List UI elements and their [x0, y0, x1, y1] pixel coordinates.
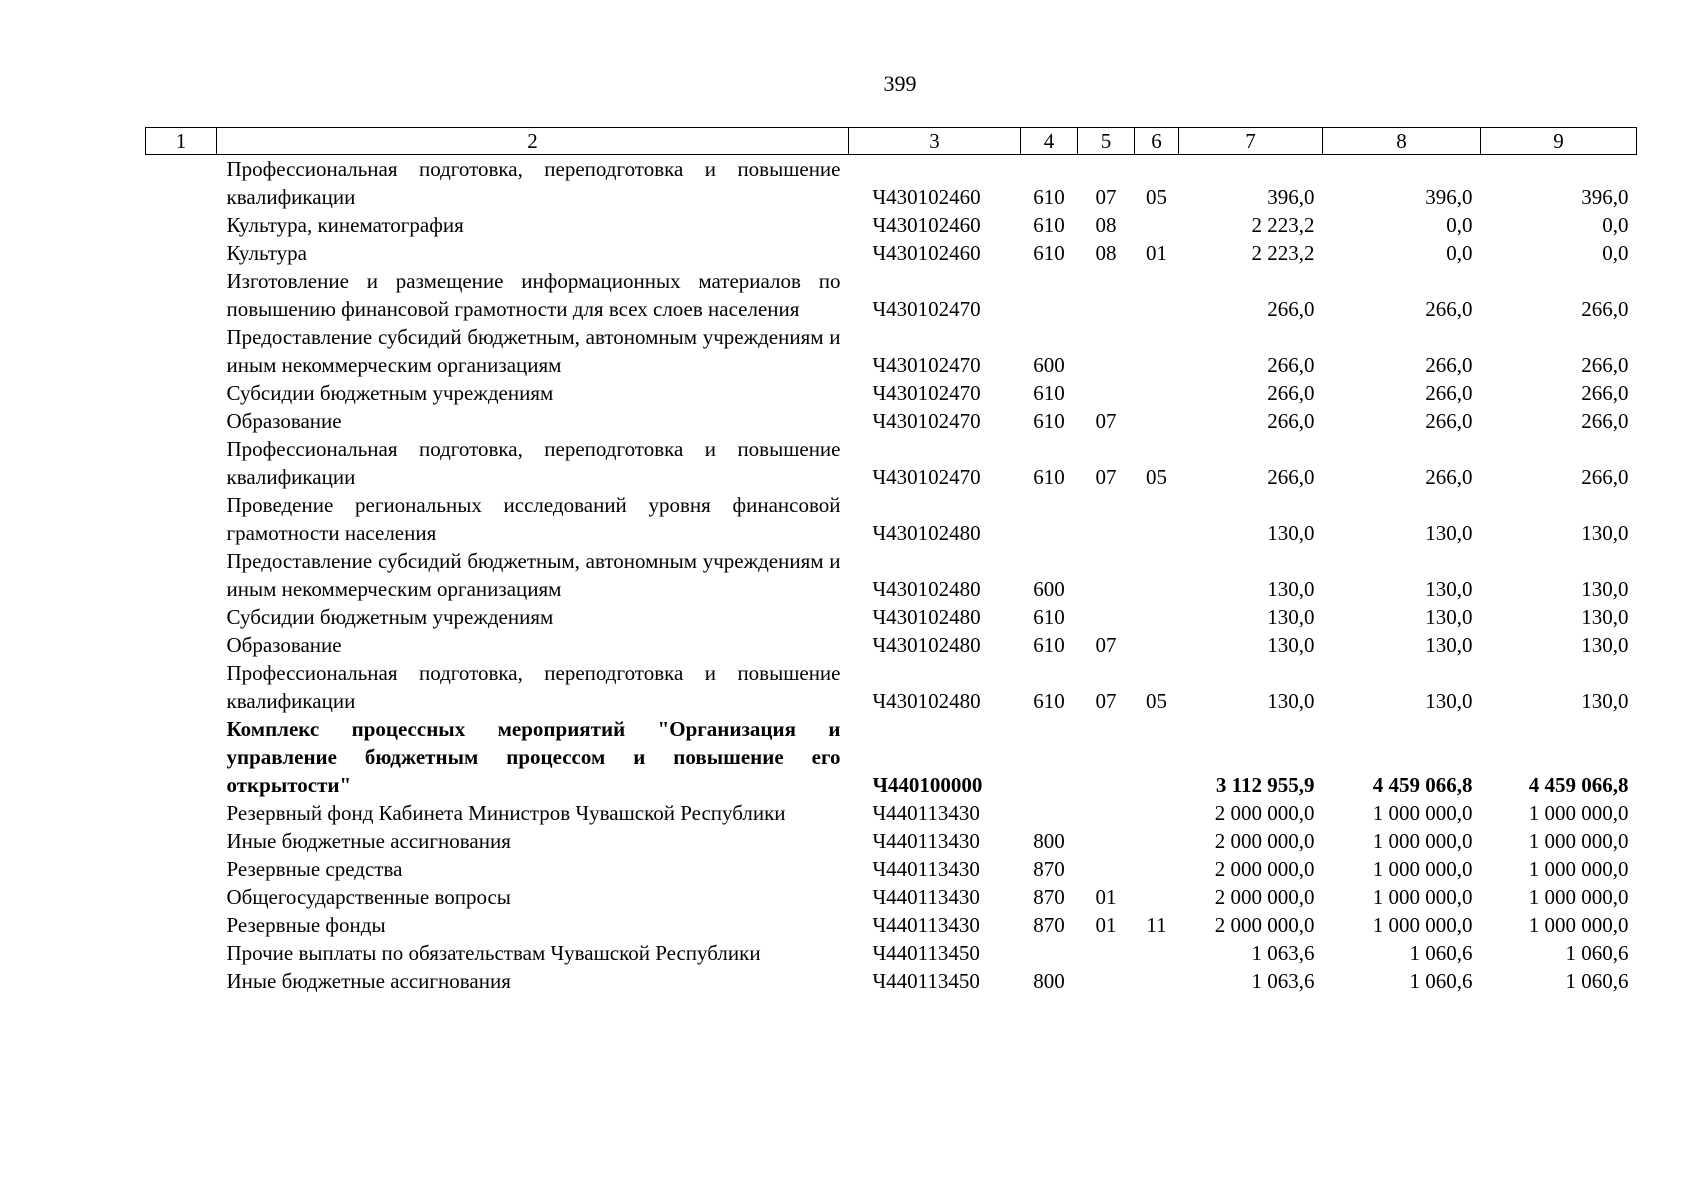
cell-col4: 610	[1033, 689, 1065, 713]
cell-col5: 07	[1095, 409, 1117, 433]
header-col-1: 1	[146, 128, 217, 155]
cell-name: Субсидии бюджетным учреждениям	[226, 381, 554, 405]
cell-col4: 870	[1033, 913, 1065, 937]
cell-col9: 130,0	[1581, 689, 1629, 713]
cell-name: Резервные фонды	[226, 913, 386, 937]
cell-col7: 2 000 000,0	[1214, 801, 1315, 825]
cell-name: Культура	[226, 241, 307, 265]
cell-col7: 266,0	[1267, 465, 1315, 489]
cell-name: Комплекс процессных мероприятий "Организация и управление бюджетным процессом и повышение его открытости"	[226, 717, 841, 797]
table-row	[146, 967, 1637, 995]
cell-col5	[1078, 491, 1135, 547]
cell-col8: 130,0	[1425, 689, 1473, 713]
cell-col6	[1135, 379, 1179, 407]
table-row	[146, 603, 1637, 631]
table-row	[146, 883, 1637, 911]
cell-col5	[1078, 855, 1135, 883]
cell-name: Резервные средства	[226, 857, 403, 881]
cell-col9: 4 459 066,8	[1528, 773, 1629, 797]
cell-code: Ч430102470	[872, 465, 981, 489]
cell-col6	[1135, 631, 1179, 659]
cell-col7: 1 063,6	[1251, 969, 1315, 993]
cell-name: Проведение региональных исследований уровня финансовой грамотности населения	[226, 493, 841, 545]
cell-col6	[1135, 603, 1179, 631]
cell-name: Профессиональная подготовка, переподготовка и повышение квалификации	[226, 437, 841, 489]
cell-col8: 1 060,6	[1409, 941, 1473, 965]
cell-code: Ч440100000	[872, 773, 983, 797]
table-row	[146, 379, 1637, 407]
cell-col7: 2 000 000,0	[1214, 885, 1315, 909]
cell-col4: 610	[1033, 605, 1065, 629]
cell-col9: 266,0	[1581, 465, 1629, 489]
cell-col5: 07	[1095, 185, 1117, 209]
cell-col7: 266,0	[1267, 409, 1315, 433]
cell-col4: 600	[1033, 353, 1065, 377]
cell-name: Изготовление и размещение информационных материалов по повышению финансовой грамотности для всех слоев населения	[226, 269, 841, 321]
cell-col8: 1 060,6	[1409, 969, 1473, 993]
cell-name: Предоставление субсидий бюджетным, автономным учреждениям и иным некоммерческим организациям	[226, 549, 841, 601]
cell-code: Ч430102460	[872, 213, 981, 237]
table-row	[146, 435, 1637, 491]
cell-col9: 130,0	[1581, 633, 1629, 657]
page-number: 399	[883, 71, 917, 96]
cell-col5	[1078, 939, 1135, 967]
cell-number	[146, 547, 217, 603]
table-row	[146, 491, 1637, 547]
cell-col7: 2 223,2	[1251, 213, 1315, 237]
cell-col6	[1135, 939, 1179, 967]
cell-name: Субсидии бюджетным учреждениям	[226, 605, 554, 629]
cell-number	[146, 827, 217, 855]
cell-name: Предоставление субсидий бюджетным, автономным учреждениям и иным некоммерческим организациям	[226, 325, 841, 377]
cell-col9: 130,0	[1581, 577, 1629, 601]
cell-col6: 05	[1146, 185, 1167, 209]
cell-col4: 800	[1033, 969, 1065, 993]
table-row	[146, 799, 1637, 827]
cell-col8: 130,0	[1425, 633, 1473, 657]
cell-name: Общегосударственные вопросы	[226, 885, 511, 909]
cell-col5: 07	[1095, 633, 1117, 657]
cell-col6	[1135, 799, 1179, 827]
cell-col7: 130,0	[1267, 577, 1315, 601]
cell-col6	[1135, 491, 1179, 547]
cell-col7: 1 063,6	[1251, 941, 1315, 965]
table-row	[146, 239, 1637, 267]
cell-col7: 2 000 000,0	[1214, 857, 1315, 881]
cell-col6	[1135, 715, 1179, 799]
cell-number	[146, 323, 217, 379]
table-header	[146, 128, 1637, 155]
cell-col8: 1 000 000,0	[1372, 885, 1473, 909]
cell-col4	[1021, 715, 1078, 799]
cell-col4: 870	[1033, 857, 1065, 881]
cell-number	[146, 407, 217, 435]
table-body	[146, 155, 1637, 996]
cell-col9: 1 000 000,0	[1528, 885, 1629, 909]
cell-number	[146, 967, 217, 995]
cell-name: Иные бюджетные ассигнования	[226, 969, 511, 993]
cell-col5	[1078, 379, 1135, 407]
cell-col7: 3 112 955,9	[1215, 773, 1315, 797]
cell-code: Ч440113430	[872, 913, 980, 937]
cell-col8: 266,0	[1425, 353, 1473, 377]
cell-col4	[1021, 267, 1078, 323]
cell-col4: 600	[1033, 577, 1065, 601]
cell-col9: 266,0	[1581, 297, 1629, 321]
cell-code: Ч430102460	[872, 185, 981, 209]
cell-code: Ч440113430	[872, 857, 980, 881]
cell-code: Ч440113450	[872, 941, 980, 965]
cell-col7: 130,0	[1267, 633, 1315, 657]
cell-col9: 266,0	[1581, 409, 1629, 433]
cell-name: Образование	[226, 409, 342, 433]
cell-col7: 130,0	[1267, 689, 1315, 713]
cell-code: Ч430102460	[872, 241, 981, 265]
cell-code: Ч440113430	[872, 885, 980, 909]
cell-col5: 01	[1095, 913, 1117, 937]
cell-number	[146, 435, 217, 491]
cell-number	[146, 855, 217, 883]
cell-col4: 610	[1033, 633, 1065, 657]
cell-col8: 130,0	[1425, 605, 1473, 629]
cell-col4: 610	[1033, 465, 1065, 489]
cell-number	[146, 211, 217, 239]
cell-col4	[1021, 491, 1078, 547]
table-row	[146, 715, 1637, 799]
cell-col9: 266,0	[1581, 381, 1629, 405]
cell-col5	[1078, 967, 1135, 995]
cell-col5: 08	[1095, 241, 1117, 265]
table-row	[146, 547, 1637, 603]
cell-col8: 266,0	[1425, 409, 1473, 433]
cell-col8: 266,0	[1425, 381, 1473, 405]
cell-col8: 1 000 000,0	[1372, 913, 1473, 937]
cell-col5: 01	[1095, 885, 1117, 909]
cell-col5	[1078, 603, 1135, 631]
cell-col8: 0,0	[1446, 241, 1473, 265]
cell-code: Ч430102480	[872, 605, 981, 629]
cell-name: Резервный фонд Кабинета Министров Чувашской Республики	[226, 801, 786, 825]
cell-col6	[1135, 883, 1179, 911]
budget-table	[145, 127, 1637, 995]
cell-col4: 610	[1033, 185, 1065, 209]
cell-col9: 1 000 000,0	[1528, 829, 1629, 853]
cell-col6	[1135, 211, 1179, 239]
cell-col9: 1 000 000,0	[1528, 913, 1629, 937]
cell-code: Ч440113430	[872, 829, 980, 853]
cell-col8: 0,0	[1446, 213, 1473, 237]
cell-number	[146, 631, 217, 659]
cell-number	[146, 491, 217, 547]
cell-name: Профессиональная подготовка, переподготовка и повышение квалификации	[226, 661, 841, 713]
cell-code: Ч430102470	[872, 297, 981, 321]
cell-col9: 1 000 000,0	[1528, 857, 1629, 881]
cell-col4	[1021, 799, 1078, 827]
cell-col8: 266,0	[1425, 297, 1473, 321]
cell-col7: 396,0	[1267, 185, 1315, 209]
cell-code: Ч430102480	[872, 521, 981, 545]
cell-col4: 610	[1033, 213, 1065, 237]
table-row	[146, 267, 1637, 323]
cell-col6: 11	[1146, 913, 1167, 937]
cell-name: Образование	[226, 633, 342, 657]
table-row	[146, 155, 1637, 212]
header-col-2: 2	[217, 128, 849, 155]
table-row	[146, 939, 1637, 967]
cell-col4: 610	[1033, 241, 1065, 265]
header-col-9: 9	[1481, 128, 1637, 155]
cell-number	[146, 603, 217, 631]
cell-col7: 266,0	[1267, 297, 1315, 321]
header-col-3: 3	[849, 128, 1021, 155]
cell-number	[146, 799, 217, 827]
cell-col4: 800	[1033, 829, 1065, 853]
cell-code: Ч430102470	[872, 353, 981, 377]
cell-col5: 07	[1095, 689, 1117, 713]
cell-col6: 05	[1146, 465, 1167, 489]
cell-col7: 130,0	[1267, 521, 1315, 545]
cell-col4: 610	[1033, 381, 1065, 405]
table-row	[146, 211, 1637, 239]
cell-col5	[1078, 715, 1135, 799]
cell-code: Ч430102480	[872, 689, 981, 713]
cell-col4: 610	[1033, 409, 1065, 433]
cell-col5	[1078, 547, 1135, 603]
cell-number	[146, 715, 217, 799]
cell-col5: 07	[1095, 465, 1117, 489]
cell-col8: 130,0	[1425, 521, 1473, 545]
cell-col7: 130,0	[1267, 605, 1315, 629]
cell-col6	[1135, 407, 1179, 435]
cell-col7: 266,0	[1267, 353, 1315, 377]
cell-col6	[1135, 267, 1179, 323]
cell-number	[146, 155, 217, 212]
cell-col9: 396,0	[1581, 185, 1629, 209]
header-col-4: 4	[1021, 128, 1078, 155]
cell-col8: 266,0	[1425, 465, 1473, 489]
cell-col7: 2 000 000,0	[1214, 913, 1315, 937]
cell-col9: 0,0	[1602, 213, 1629, 237]
cell-col4	[1021, 939, 1078, 967]
cell-col6: 05	[1146, 689, 1167, 713]
cell-number	[146, 239, 217, 267]
cell-col6: 01	[1146, 241, 1167, 265]
cell-code: Ч440113450	[872, 969, 980, 993]
cell-code: Ч440113430	[872, 801, 980, 825]
cell-number	[146, 883, 217, 911]
cell-name: Профессиональная подготовка, переподготовка и повышение квалификации	[226, 157, 841, 209]
cell-col5	[1078, 799, 1135, 827]
cell-col6	[1135, 547, 1179, 603]
cell-col9: 1 000 000,0	[1528, 801, 1629, 825]
cell-col9: 1 060,6	[1565, 969, 1629, 993]
table-row	[146, 827, 1637, 855]
cell-name: Иные бюджетные ассигнования	[226, 829, 511, 853]
cell-col9: 1 060,6	[1565, 941, 1629, 965]
cell-col8: 1 000 000,0	[1372, 829, 1473, 853]
cell-col7: 2 223,2	[1251, 241, 1315, 265]
header-col-7: 7	[1179, 128, 1323, 155]
cell-number	[146, 939, 217, 967]
cell-col8: 396,0	[1425, 185, 1473, 209]
header-col-5: 5	[1078, 128, 1135, 155]
cell-col4: 870	[1033, 885, 1065, 909]
table-row	[146, 855, 1637, 883]
cell-code: Ч430102470	[872, 409, 981, 433]
cell-col6	[1135, 855, 1179, 883]
cell-col7: 266,0	[1267, 381, 1315, 405]
cell-col5	[1078, 827, 1135, 855]
cell-col8: 4 459 066,8	[1372, 773, 1473, 797]
cell-code: Ч430102480	[872, 633, 981, 657]
cell-name: Культура, кинематография	[226, 213, 464, 237]
cell-col6	[1135, 967, 1179, 995]
cell-number	[146, 659, 217, 715]
cell-col6	[1135, 827, 1179, 855]
cell-col6	[1135, 323, 1179, 379]
cell-col9: 130,0	[1581, 605, 1629, 629]
cell-col7: 2 000 000,0	[1214, 829, 1315, 853]
cell-code: Ч430102480	[872, 577, 981, 601]
cell-col5: 08	[1095, 213, 1117, 237]
cell-col9: 266,0	[1581, 353, 1629, 377]
cell-col8: 1 000 000,0	[1372, 801, 1473, 825]
header-row	[146, 128, 1637, 155]
header-col-6: 6	[1135, 128, 1179, 155]
cell-col8: 130,0	[1425, 577, 1473, 601]
cell-name: Прочие выплаты по обязательствам Чувашской Республики	[226, 941, 761, 965]
cell-number	[146, 267, 217, 323]
cell-col5	[1078, 267, 1135, 323]
table-row	[146, 407, 1637, 435]
table-row	[146, 659, 1637, 715]
table-row	[146, 323, 1637, 379]
table-row	[146, 911, 1637, 939]
cell-code: Ч430102470	[872, 381, 981, 405]
cell-col9: 130,0	[1581, 521, 1629, 545]
cell-col8: 1 000 000,0	[1372, 857, 1473, 881]
header-col-8: 8	[1323, 128, 1481, 155]
cell-number	[146, 911, 217, 939]
cell-col9: 0,0	[1602, 241, 1629, 265]
table-row	[146, 631, 1637, 659]
cell-number	[146, 379, 217, 407]
cell-col5	[1078, 323, 1135, 379]
